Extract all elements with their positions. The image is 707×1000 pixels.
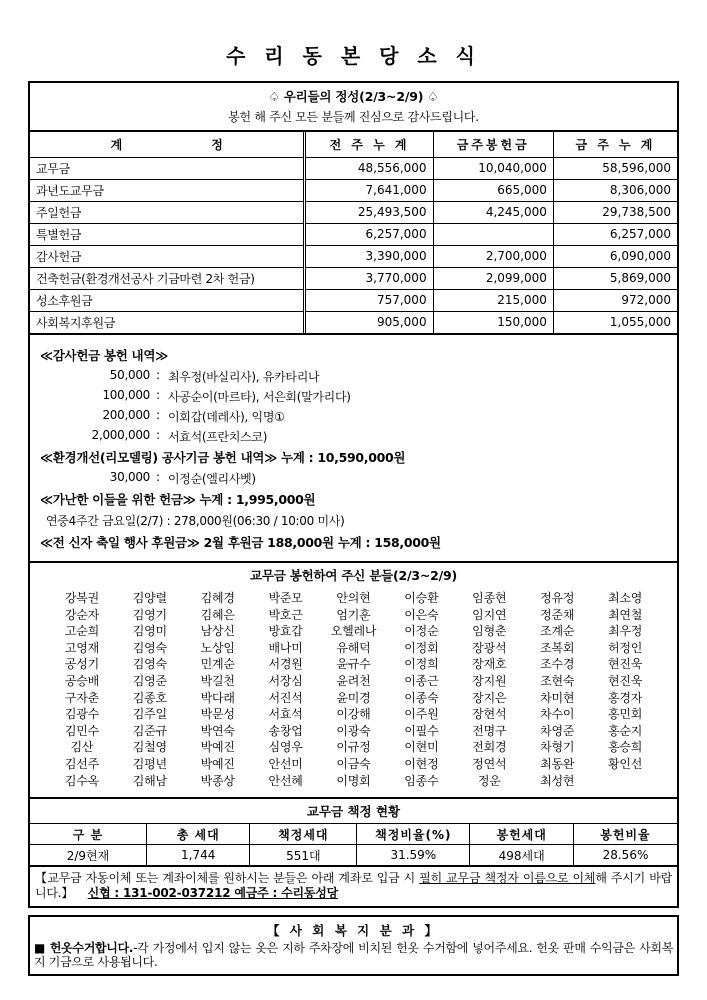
- bank-account-info: 신협 : 131-002-037212 예금주 : 수리동성당: [87, 886, 339, 901]
- offering-row-prev: 25,493,500: [305, 201, 433, 223]
- list-item: 서진석: [268, 690, 303, 705]
- list-item: 조계순: [540, 624, 575, 639]
- offering-row-total: 6,090,000: [553, 245, 677, 267]
- list-item: 임형춘: [472, 624, 507, 639]
- list-item: 이종근: [404, 673, 439, 688]
- list-item: 이은숙: [404, 607, 439, 622]
- list-item: 구자춘: [64, 690, 100, 705]
- donors-column: [320, 590, 388, 789]
- list-item: 장광석: [472, 640, 507, 655]
- offering-row-total: 8,306,000: [553, 179, 677, 201]
- list-item: 김평년: [132, 756, 167, 771]
- donors-column: [184, 590, 252, 789]
- offering-header-this-total: 금 주 누 계: [553, 132, 677, 157]
- list-item: 임지연: [472, 607, 507, 622]
- list-item: 정운: [477, 773, 501, 788]
- list-item: 안선혜: [268, 773, 303, 788]
- allocation-header-offering-rate: 봉헌비율: [573, 824, 677, 845]
- list-item: 김준규: [132, 723, 167, 738]
- list-item: 김주일: [132, 707, 167, 722]
- list-item: 고순희: [64, 624, 100, 639]
- list-item: 민계순: [200, 657, 235, 672]
- list-item: 박예진: [200, 740, 235, 755]
- separator-colon: :: [156, 368, 160, 382]
- list-item: 이필수: [404, 723, 439, 738]
- list-item: 박종상: [200, 773, 235, 788]
- list-item: 이승환: [404, 591, 439, 605]
- list-item: 박연숙: [200, 723, 235, 738]
- list-item: 홍승희: [607, 740, 643, 755]
- allocation-header-division: 구 분: [30, 824, 146, 845]
- list-item: 전회경: [472, 740, 507, 755]
- offering-table-header-row: [30, 132, 677, 157]
- feast-support-heading: ≪전 신자 축일 행사 후원금≫ 2월 후원금 188,000원 누계 : 158,000원: [40, 535, 441, 550]
- offering-panel: [28, 81, 679, 335]
- list-item: 현진욱: [607, 657, 643, 672]
- table-row: [30, 201, 677, 223]
- thanks-amount: 50,000: [109, 368, 150, 382]
- list-item: 강순자: [64, 607, 100, 622]
- list-item: 김선주: [64, 756, 100, 771]
- list-item: 공승배: [64, 673, 100, 688]
- list-item: 최우정: [607, 624, 643, 639]
- separator-colon: :: [156, 470, 160, 484]
- welfare-lead: 헌옷수거합니다.: [49, 941, 134, 956]
- welfare-text: -각 가정에서 입지 않는 옷은 지하 주차장에 비치된 헌옷 수거함에 넣어주세요. 헌옷 판매 수익금은 사회복지 기금으로 사용됩니다.: [34, 941, 674, 970]
- allocation-header-assigned-households: 책정세대: [250, 824, 357, 845]
- list-item: 김양렬: [132, 591, 167, 605]
- separator-colon: :: [156, 408, 160, 422]
- list-item: 이정순: [404, 624, 439, 639]
- poor-offering-line: 연중4주간 금요일(2/7) : 278,000원(06:30 / 10:00 미사): [46, 514, 345, 528]
- list-item: 서효석: [268, 707, 303, 722]
- list-item: 최소영: [607, 591, 643, 605]
- table-row: [30, 157, 677, 179]
- list-item: 이광숙: [336, 723, 371, 738]
- offering-header-category: [30, 132, 305, 157]
- table-row: [30, 311, 677, 333]
- list-item: 허정인: [607, 640, 643, 655]
- list-item: 안의현: [336, 591, 371, 605]
- offering-row-prev: 757,000: [305, 289, 433, 311]
- offering-row-name: 과년도교무금: [30, 179, 305, 201]
- offering-row-prev: 3,770,000: [305, 267, 433, 289]
- list-item: 박준모: [268, 591, 303, 605]
- list-item: 이금숙: [336, 756, 371, 771]
- offering-table-body: [30, 157, 677, 333]
- list-item: 김해남: [132, 773, 167, 788]
- donors-column: [455, 590, 523, 789]
- list-item: 이주원: [404, 707, 439, 722]
- list-item: 장지은: [472, 690, 507, 705]
- list-item: [40, 388, 667, 405]
- offering-row-total: 58,596,000: [553, 157, 677, 179]
- list-item: 김산: [70, 740, 94, 755]
- offering-row-prev: 48,556,000: [305, 157, 433, 179]
- donors-title: 교무금 봉헌하여 주신 분들(2/3~2/9): [249, 568, 458, 583]
- offering-row-week: 4,245,000: [433, 201, 553, 223]
- separator-colon: :: [156, 428, 160, 442]
- welfare-body: [34, 941, 673, 969]
- list-item: 남상신: [200, 624, 235, 639]
- notice-text-part1: 【교무금 자동이체 또는 계좌이체를 원하시는 분들은 아래 계좌로 입금 시: [35, 871, 420, 886]
- list-item: 김영미: [132, 624, 167, 639]
- donors-column: [116, 590, 184, 789]
- offering-row-total: 5,869,000: [553, 267, 677, 289]
- list-item: 강복권: [64, 591, 100, 605]
- list-item: 조복회: [540, 640, 575, 655]
- list-item: 이현미: [404, 740, 439, 755]
- notice-text-underlined: 필히 교무금 책정자 이름으로 이체: [419, 871, 596, 886]
- list-item: 고영재: [64, 640, 100, 655]
- allocation-panel: [28, 799, 679, 908]
- list-item: 김철영: [132, 740, 167, 755]
- donors-column: [523, 590, 591, 789]
- list-item: 김수옥: [64, 773, 100, 788]
- list-item: 이강해: [336, 707, 371, 722]
- donors-panel: [28, 563, 679, 799]
- offering-band-subtitle: 봉헌 해 주신 모든 분들께 진심으로 감사드립니다.: [30, 107, 677, 132]
- list-item: 김광수: [64, 707, 100, 722]
- list-item: 차미현: [540, 690, 575, 705]
- thanks-names: 사공순이(마르타), 서은회(말가리다): [168, 390, 351, 404]
- thanks-offering-heading: ≪감사헌금 봉헌 내역≫: [40, 348, 168, 363]
- list-item: 이정희: [404, 657, 439, 672]
- allocation-cell-offering-rate: 28.56%: [573, 845, 677, 866]
- allocation-cell-division: 2/9현재: [30, 845, 146, 866]
- allocation-table: [30, 824, 677, 866]
- list-item: 서장심: [268, 673, 303, 688]
- allocation-cell-offering-households: 498세대: [470, 845, 574, 866]
- offering-header-category-left: 계: [110, 137, 123, 152]
- offering-row-name: 건축헌금(환경개선공사 기금마련 2차 헌금): [30, 267, 305, 289]
- list-item: 이종숙: [404, 690, 439, 705]
- offering-header-category-right: 정: [211, 137, 223, 152]
- donors-column: [48, 590, 116, 789]
- allocation-header-row: [30, 824, 677, 845]
- list-item: 이현정: [404, 756, 439, 771]
- list-item: 김영숙: [132, 640, 167, 655]
- table-row: [30, 223, 677, 245]
- list-item: 김혜경: [200, 591, 235, 605]
- notice-text-part2: 해 주시기 바랍니다.】: [35, 871, 672, 901]
- list-item: 김영숙: [132, 657, 167, 672]
- list-item: 차수이: [540, 707, 575, 722]
- list-item: 장현석: [472, 707, 507, 722]
- thanks-amount: 200,000: [102, 408, 150, 422]
- bullet-square-icon: ■: [34, 941, 46, 956]
- list-item: 최성현: [540, 773, 575, 788]
- offering-row-total: 972,000: [553, 289, 677, 311]
- donors-grid: [30, 588, 677, 797]
- table-row: [30, 267, 677, 289]
- offering-row-prev: 905,000: [305, 311, 433, 333]
- remodel-amount: 30,000: [109, 470, 150, 484]
- list-item: 김영준: [132, 673, 167, 688]
- offering-header-prev-total: 전 주 누 계: [305, 132, 433, 157]
- donors-column: [252, 590, 320, 789]
- list-item: 방효갑: [268, 624, 303, 639]
- offering-row-week: 215,000: [433, 289, 553, 311]
- list-item: 이규정: [336, 740, 371, 755]
- list-item: 공성기: [64, 657, 100, 672]
- list-item: 안선미: [268, 756, 303, 771]
- list-item: 홍경자: [607, 690, 643, 705]
- thanks-amount: 100,000: [102, 388, 150, 402]
- allocation-title: 교무금 책정 현황: [30, 799, 677, 824]
- list-item: 김혜은: [200, 607, 235, 622]
- list-item: 홍순지: [607, 723, 643, 738]
- table-row: [30, 179, 677, 201]
- list-item: 유해덕: [336, 640, 371, 655]
- poor-offering-heading: ≪가난한 이들을 위한 헌금≫ 누계 : 1,995,000원: [40, 492, 316, 507]
- list-item: 장재호: [472, 657, 507, 672]
- list-item: 엄기훈: [336, 607, 371, 622]
- offering-row-week: [433, 223, 553, 245]
- list-item: 현진욱: [607, 673, 643, 688]
- welfare-title: 【 사 회 복 지 분 과 】: [267, 923, 440, 939]
- offering-row-total: 1,055,000: [553, 311, 677, 333]
- list-item: [40, 470, 667, 487]
- offering-row-name: 특별헌금: [30, 223, 305, 245]
- list-item: 박길천: [200, 673, 235, 688]
- list-item: 차형기: [540, 740, 575, 755]
- allocation-cell-assigned-rate: 31.59%: [357, 845, 470, 866]
- page-title: 수 리 동 본 당 소 식: [225, 44, 482, 68]
- offering-header-this-week: 금주봉헌금: [433, 132, 553, 157]
- list-item: [40, 368, 667, 385]
- thanks-names: 이회갑(데레사), 익명①: [168, 410, 285, 424]
- list-item: 박예진: [200, 756, 235, 771]
- allocation-header-offering-households: 봉헌세대: [470, 824, 574, 845]
- offering-row-name: 감사헌금: [30, 245, 305, 267]
- list-item: 박문성: [200, 707, 235, 722]
- list-item: 임종수: [404, 773, 439, 788]
- thanks-amount: 2,000,000: [91, 428, 150, 442]
- offering-row-total: 29,738,500: [553, 201, 677, 223]
- table-row: [30, 245, 677, 267]
- list-item: 김종호: [132, 690, 167, 705]
- list-item: [40, 408, 667, 425]
- list-item: 황인선: [607, 756, 643, 771]
- offering-band-title: ♤ 우리들의 정성(2/3~2/9) ♤: [268, 89, 439, 104]
- list-item: 배나미: [268, 640, 303, 655]
- allocation-header-total-households: 총 세대: [146, 824, 250, 845]
- list-item: 심영우: [268, 740, 303, 755]
- list-item: 노상임: [200, 640, 235, 655]
- offering-row-name: 사회복지후원금: [30, 311, 305, 333]
- allocation-cell-assigned-households: 551대: [250, 845, 357, 866]
- list-item: 홍민회: [607, 707, 643, 722]
- offering-row-week: 665,000: [433, 179, 553, 201]
- list-item: 전명구: [472, 723, 507, 738]
- list-item: 최연철: [607, 607, 643, 622]
- offering-row-week: 2,099,000: [433, 267, 553, 289]
- donation-details-panel: [28, 335, 679, 563]
- list-item: 송창업: [268, 723, 303, 738]
- list-item: 최동완: [540, 756, 575, 771]
- offering-row-name: 주일헌금: [30, 201, 305, 223]
- remodel-fund-heading: ≪환경개선(리모델링) 공사기금 봉헌 내역≫ 누계 : 10,590,000원: [40, 450, 406, 465]
- list-item: 정연석: [472, 756, 507, 771]
- offering-row-week: 10,040,000: [433, 157, 553, 179]
- offering-row-prev: 6,257,000: [305, 223, 433, 245]
- list-item: 오헬레나: [330, 624, 377, 639]
- offering-table: [30, 132, 677, 333]
- list-item: 이정회: [404, 640, 439, 655]
- list-item: 이명회: [336, 773, 371, 788]
- list-item: 임종현: [472, 591, 507, 605]
- list-item: 윤규수: [336, 657, 371, 672]
- offering-row-prev: 3,390,000: [305, 245, 433, 267]
- offering-row-total: 6,257,000: [553, 223, 677, 245]
- list-item: 김민수: [64, 723, 100, 738]
- list-item: 정준채: [540, 607, 575, 622]
- offering-row-week: 2,700,000: [433, 245, 553, 267]
- list-item: [40, 428, 667, 445]
- table-row: [30, 289, 677, 311]
- list-item: 조현숙: [540, 673, 575, 688]
- list-item: 윤미경: [336, 690, 371, 705]
- list-item: 차영준: [540, 723, 575, 738]
- donors-column: [591, 590, 659, 789]
- offering-row-prev: 7,641,000: [305, 179, 433, 201]
- allocation-cell-total-households: 1,744: [146, 845, 250, 866]
- offering-row-name: 성소후원금: [30, 289, 305, 311]
- remodel-names: 이정순(엘리사벳): [168, 472, 256, 486]
- list-item: 조수경: [540, 657, 575, 672]
- welfare-panel: [28, 915, 679, 976]
- donors-column: [387, 590, 455, 789]
- offering-row-week: 150,000: [433, 311, 553, 333]
- thanks-names: 서효석(프란치스코): [168, 430, 268, 444]
- list-item: 윤려천: [336, 673, 371, 688]
- list-item: 정유정: [540, 591, 575, 605]
- list-item: 박다래: [200, 690, 235, 705]
- list-item: 서경원: [268, 657, 303, 672]
- offering-row-name: 교무금: [30, 157, 305, 179]
- list-item: 김영기: [132, 607, 167, 622]
- list-item: 박호근: [268, 607, 303, 622]
- separator-colon: :: [156, 388, 160, 402]
- allocation-header-assigned-rate: 책정비율(%): [357, 824, 470, 845]
- list-item: 장지원: [472, 673, 507, 688]
- thanks-names: 최우정(바실리사), 유카타리나: [168, 370, 320, 384]
- bank-transfer-notice: [30, 866, 677, 906]
- table-row: [30, 845, 677, 866]
